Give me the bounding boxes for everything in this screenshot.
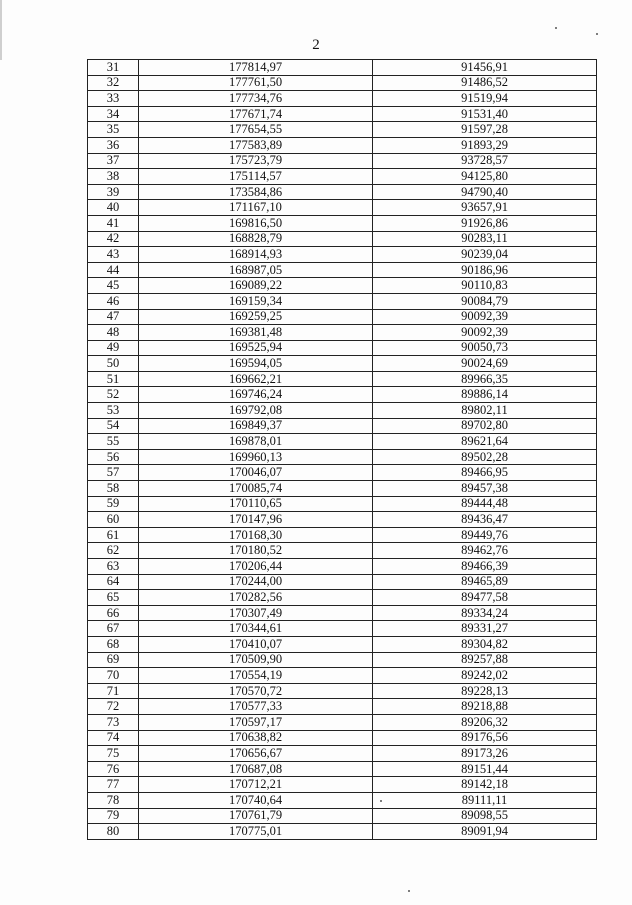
x-coordinate-cell: 177654,55 [139, 122, 373, 138]
y-coordinate-cell: 89331,27 [373, 621, 597, 637]
table-row [88, 761, 597, 777]
point-number-cell: 47 [88, 309, 139, 325]
point-number-cell: 79 [88, 808, 139, 824]
table-row [88, 371, 597, 387]
x-coordinate-cell: 170775,01 [139, 824, 373, 840]
table-row [88, 262, 597, 278]
x-coordinate-cell: 170554,19 [139, 668, 373, 684]
y-coordinate-cell: 90092,39 [373, 325, 597, 341]
x-coordinate-cell: 177671,74 [139, 106, 373, 122]
point-number-cell: 55 [88, 434, 139, 450]
point-number-cell: 51 [88, 371, 139, 387]
y-coordinate-cell: 89304,82 [373, 636, 597, 652]
y-coordinate-cell: 90050,73 [373, 340, 597, 356]
table-row [88, 730, 597, 746]
coordinates-table [87, 59, 597, 840]
y-coordinate-cell: 89621,64 [373, 434, 597, 450]
table-row [88, 91, 597, 107]
point-number-cell: 69 [88, 652, 139, 668]
table-row [88, 215, 597, 231]
table-row [88, 325, 597, 341]
y-coordinate-cell: 89462,76 [373, 543, 597, 559]
y-coordinate-cell: 89334,24 [373, 605, 597, 621]
y-coordinate-cell: 89173,26 [373, 746, 597, 762]
x-coordinate-cell: 169792,08 [139, 403, 373, 419]
x-coordinate-cell: 170110,65 [139, 496, 373, 512]
y-coordinate-cell: 89466,39 [373, 559, 597, 575]
point-number-cell: 56 [88, 449, 139, 465]
y-coordinate-cell: 91893,29 [373, 137, 597, 153]
scan-speck [408, 890, 410, 892]
scan-speck [596, 33, 598, 35]
y-coordinate-cell: 93728,57 [373, 153, 597, 169]
y-coordinate-cell: 89966,35 [373, 371, 597, 387]
y-coordinate-cell: 89111,11 [373, 792, 597, 808]
point-number-cell: 44 [88, 262, 139, 278]
point-number-cell: 63 [88, 559, 139, 575]
point-number-cell: 40 [88, 200, 139, 216]
table-row [88, 293, 597, 309]
point-number-cell: 62 [88, 543, 139, 559]
point-number-cell: 36 [88, 137, 139, 153]
table-row [88, 636, 597, 652]
point-number-cell: 71 [88, 683, 139, 699]
table-row [88, 777, 597, 793]
table-row [88, 574, 597, 590]
point-number-cell: 41 [88, 215, 139, 231]
x-coordinate-cell: 175114,57 [139, 169, 373, 185]
y-coordinate-cell: 93657,91 [373, 200, 597, 216]
table-row [88, 184, 597, 200]
table-row [88, 543, 597, 559]
point-number-cell: 31 [88, 60, 139, 76]
y-coordinate-cell: 89228,13 [373, 683, 597, 699]
x-coordinate-cell: 170168,30 [139, 527, 373, 543]
point-number-cell: 68 [88, 636, 139, 652]
x-coordinate-cell: 170638,82 [139, 730, 373, 746]
table-row [88, 590, 597, 606]
scan-speck [555, 27, 557, 29]
y-coordinate-cell: 89502,28 [373, 449, 597, 465]
point-number-cell: 42 [88, 231, 139, 247]
y-coordinate-cell: 90110,83 [373, 278, 597, 294]
x-coordinate-cell: 169816,50 [139, 215, 373, 231]
point-number-cell: 33 [88, 91, 139, 107]
x-coordinate-cell: 170307,49 [139, 605, 373, 621]
x-coordinate-cell: 169159,34 [139, 293, 373, 309]
table-row [88, 683, 597, 699]
x-coordinate-cell: 170740,64 [139, 792, 373, 808]
table-row [88, 699, 597, 715]
table-row [88, 449, 597, 465]
point-number-cell: 64 [88, 574, 139, 590]
table-row [88, 434, 597, 450]
x-coordinate-cell: 168914,93 [139, 247, 373, 263]
x-coordinate-cell: 177734,76 [139, 91, 373, 107]
table-row [88, 106, 597, 122]
point-number-cell: 75 [88, 746, 139, 762]
point-number-cell: 57 [88, 465, 139, 481]
table-row [88, 356, 597, 372]
table-row [88, 247, 597, 263]
y-coordinate-cell: 94125,80 [373, 169, 597, 185]
x-coordinate-cell: 170712,21 [139, 777, 373, 793]
point-number-cell: 34 [88, 106, 139, 122]
point-number-cell: 32 [88, 75, 139, 91]
x-coordinate-cell: 168987,05 [139, 262, 373, 278]
point-number-cell: 49 [88, 340, 139, 356]
y-coordinate-cell: 89206,32 [373, 714, 597, 730]
y-coordinate-cell: 91597,28 [373, 122, 597, 138]
x-coordinate-cell: 169089,22 [139, 278, 373, 294]
table-row [88, 808, 597, 824]
point-number-cell: 72 [88, 699, 139, 715]
x-coordinate-cell: 169878,01 [139, 434, 373, 450]
table-row [88, 309, 597, 325]
table-row [88, 278, 597, 294]
point-number-cell: 43 [88, 247, 139, 263]
point-number-cell: 52 [88, 387, 139, 403]
table-row [88, 746, 597, 762]
x-coordinate-cell: 170687,08 [139, 761, 373, 777]
point-number-cell: 58 [88, 481, 139, 497]
x-coordinate-cell: 177814,97 [139, 60, 373, 76]
point-number-cell: 53 [88, 403, 139, 419]
x-coordinate-cell: 175723,79 [139, 153, 373, 169]
y-coordinate-cell: 89091,94 [373, 824, 597, 840]
y-coordinate-cell: 91486,52 [373, 75, 597, 91]
point-number-cell: 35 [88, 122, 139, 138]
x-coordinate-cell: 169594,05 [139, 356, 373, 372]
table-row [88, 75, 597, 91]
y-coordinate-cell: 90084,79 [373, 293, 597, 309]
point-number-cell: 46 [88, 293, 139, 309]
point-number-cell: 73 [88, 714, 139, 730]
y-coordinate-cell: 89466,95 [373, 465, 597, 481]
y-coordinate-cell: 89151,44 [373, 761, 597, 777]
x-coordinate-cell: 170597,17 [139, 714, 373, 730]
x-coordinate-cell: 170570,72 [139, 683, 373, 699]
x-coordinate-cell: 170206,44 [139, 559, 373, 575]
x-coordinate-cell: 170509,90 [139, 652, 373, 668]
point-number-cell: 67 [88, 621, 139, 637]
x-coordinate-cell: 170410,07 [139, 636, 373, 652]
scan-speck [380, 800, 382, 802]
point-number-cell: 66 [88, 605, 139, 621]
y-coordinate-cell: 89444,48 [373, 496, 597, 512]
x-coordinate-cell: 169746,24 [139, 387, 373, 403]
x-coordinate-cell: 168828,79 [139, 231, 373, 247]
table-row [88, 200, 597, 216]
point-number-cell: 78 [88, 792, 139, 808]
y-coordinate-cell: 89436,47 [373, 512, 597, 528]
point-number-cell: 39 [88, 184, 139, 200]
table-row [88, 481, 597, 497]
table-row [88, 465, 597, 481]
y-coordinate-cell: 90186,96 [373, 262, 597, 278]
table-row [88, 122, 597, 138]
x-coordinate-cell: 170761,79 [139, 808, 373, 824]
y-coordinate-cell: 89242,02 [373, 668, 597, 684]
table-row [88, 137, 597, 153]
table-row [88, 512, 597, 528]
point-number-cell: 38 [88, 169, 139, 185]
table-row [88, 60, 597, 76]
point-number-cell: 48 [88, 325, 139, 341]
table-row [88, 387, 597, 403]
x-coordinate-cell: 169662,21 [139, 371, 373, 387]
y-coordinate-cell: 90092,39 [373, 309, 597, 325]
table-row [88, 559, 597, 575]
table-row [88, 652, 597, 668]
x-coordinate-cell: 170147,96 [139, 512, 373, 528]
point-number-cell: 50 [88, 356, 139, 372]
point-number-cell: 59 [88, 496, 139, 512]
table-row [88, 605, 597, 621]
x-coordinate-cell: 170577,33 [139, 699, 373, 715]
y-coordinate-cell: 91519,94 [373, 91, 597, 107]
y-coordinate-cell: 89457,38 [373, 481, 597, 497]
table-row [88, 153, 597, 169]
table-row [88, 714, 597, 730]
point-number-cell: 74 [88, 730, 139, 746]
y-coordinate-cell: 89477,58 [373, 590, 597, 606]
y-coordinate-cell: 89176,56 [373, 730, 597, 746]
table-row [88, 824, 597, 840]
x-coordinate-cell: 170180,52 [139, 543, 373, 559]
coordinates-table-body [88, 60, 597, 840]
page-number: 2 [312, 37, 320, 53]
table-row [88, 496, 597, 512]
y-coordinate-cell: 91456,91 [373, 60, 597, 76]
y-coordinate-cell: 89218,88 [373, 699, 597, 715]
table-row [88, 527, 597, 543]
y-coordinate-cell: 89702,80 [373, 418, 597, 434]
x-coordinate-cell: 170085,74 [139, 481, 373, 497]
y-coordinate-cell: 90239,04 [373, 247, 597, 263]
y-coordinate-cell: 90283,11 [373, 231, 597, 247]
y-coordinate-cell: 91926,86 [373, 215, 597, 231]
x-coordinate-cell: 169525,94 [139, 340, 373, 356]
table-row [88, 340, 597, 356]
x-coordinate-cell: 169381,48 [139, 325, 373, 341]
point-number-cell: 37 [88, 153, 139, 169]
y-coordinate-cell: 89098,55 [373, 808, 597, 824]
y-coordinate-cell: 90024,69 [373, 356, 597, 372]
point-number-cell: 76 [88, 761, 139, 777]
y-coordinate-cell: 89142,18 [373, 777, 597, 793]
point-number-cell: 80 [88, 824, 139, 840]
point-number-cell: 54 [88, 418, 139, 434]
y-coordinate-cell: 89886,14 [373, 387, 597, 403]
table-row [88, 418, 597, 434]
table-row [88, 403, 597, 419]
x-coordinate-cell: 177761,50 [139, 75, 373, 91]
table-row [88, 231, 597, 247]
y-coordinate-cell: 89257,88 [373, 652, 597, 668]
x-coordinate-cell: 169259,25 [139, 309, 373, 325]
table-row [88, 792, 597, 808]
x-coordinate-cell: 170282,56 [139, 590, 373, 606]
x-coordinate-cell: 171167,10 [139, 200, 373, 216]
point-number-cell: 60 [88, 512, 139, 528]
x-coordinate-cell: 169849,37 [139, 418, 373, 434]
table-row [88, 668, 597, 684]
x-coordinate-cell: 170656,67 [139, 746, 373, 762]
point-number-cell: 70 [88, 668, 139, 684]
table-row [88, 621, 597, 637]
x-coordinate-cell: 170046,07 [139, 465, 373, 481]
x-coordinate-cell: 169960,13 [139, 449, 373, 465]
point-number-cell: 61 [88, 527, 139, 543]
y-coordinate-cell: 89449,76 [373, 527, 597, 543]
y-coordinate-cell: 89802,11 [373, 403, 597, 419]
table-row [88, 169, 597, 185]
x-coordinate-cell: 170244,00 [139, 574, 373, 590]
y-coordinate-cell: 94790,40 [373, 184, 597, 200]
x-coordinate-cell: 173584,86 [139, 184, 373, 200]
point-number-cell: 45 [88, 278, 139, 294]
x-coordinate-cell: 177583,89 [139, 137, 373, 153]
y-coordinate-cell: 89465,89 [373, 574, 597, 590]
point-number-cell: 65 [88, 590, 139, 606]
x-coordinate-cell: 170344,61 [139, 621, 373, 637]
point-number-cell: 77 [88, 777, 139, 793]
y-coordinate-cell: 91531,40 [373, 106, 597, 122]
